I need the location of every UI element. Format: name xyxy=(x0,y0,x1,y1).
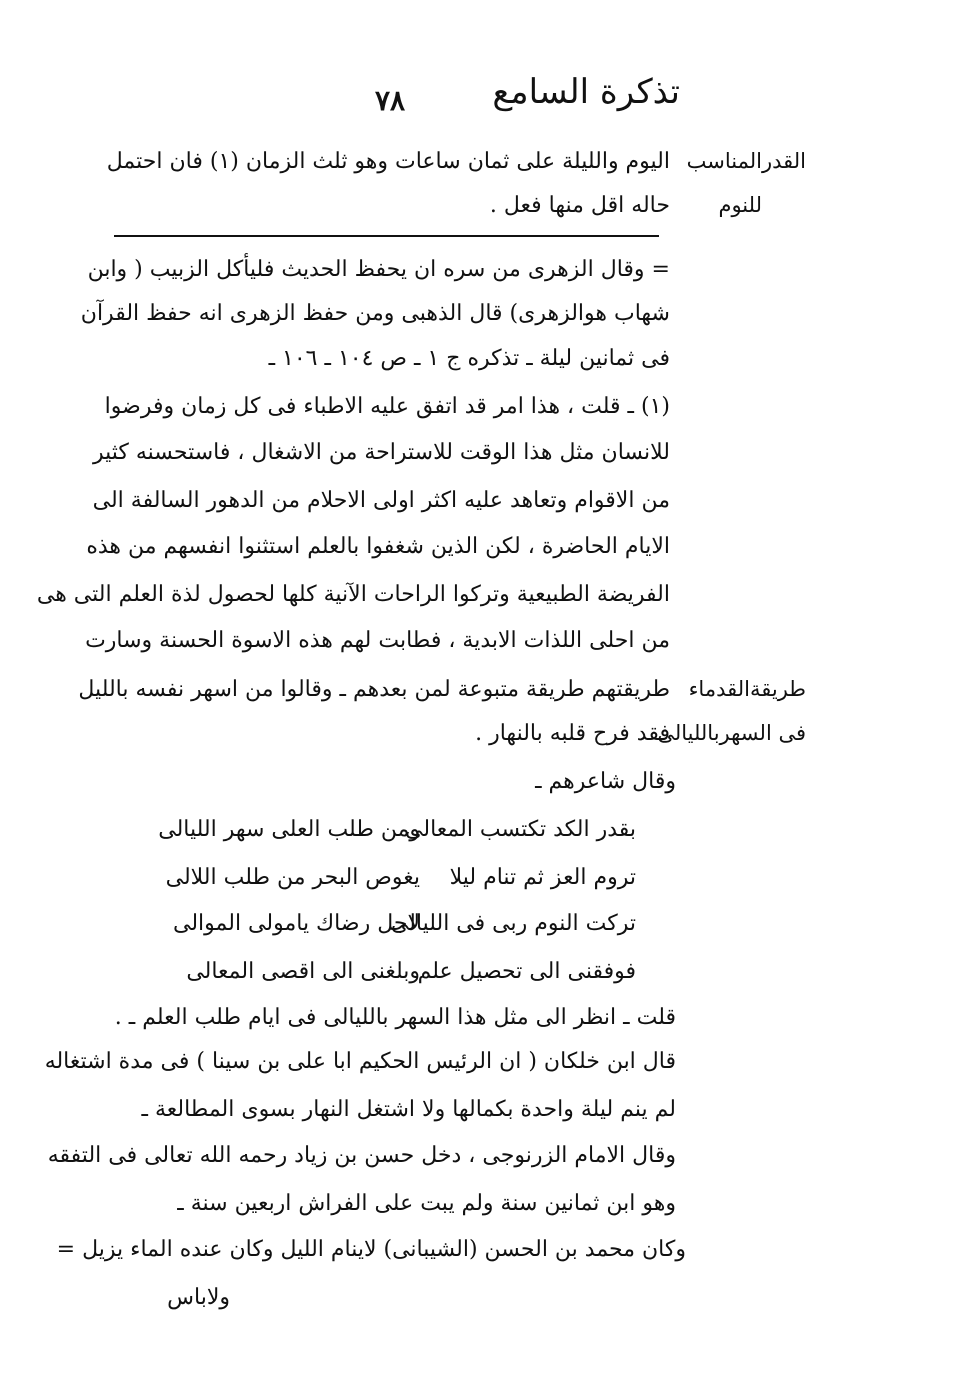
poet-intro: وقال شاعرهم ـ xyxy=(535,769,676,794)
footnote-line: من الاقوام وتعاهد عليه اكثر اولى الاحلام من الدهور السالفة الى xyxy=(92,488,670,513)
footnote-line: للانسان مثل هذا الوقت للاستراحة من الاشغال ، فاستحسنه كثير xyxy=(92,440,670,465)
body-line: وكان محمد بن الحسن (الشيبانى) لاينام الليل وكان عنده الماء يزيل = xyxy=(56,1237,686,1262)
verse-right: فوفقنى الى تحصيل علم xyxy=(417,959,636,984)
margin-note-line: القدرالمناسب xyxy=(686,149,806,173)
footnote-line: = وقال الزهرى من سره ان يحفظ الحديث فليأكل الزبيب ( وابن xyxy=(87,257,670,282)
page-number: ٧٨ xyxy=(374,84,406,117)
footnote-line: شهاب هوالزهرى) قال الذهبى ومن حفظ الزهرى انه حفظ القرآن xyxy=(80,301,670,326)
verse-right: تركت النوم ربى فى الليالى xyxy=(390,911,636,936)
verse-right: تروم العز ثم تنام ليلا xyxy=(449,865,636,890)
margin-note-line: للنوم xyxy=(718,193,762,217)
verse-left: لاجل رضاك يامولى الموالى xyxy=(173,911,420,936)
body-line: قلت ـ انظر الى مثل هذا السهر بالليالى فى ايام طلب العلم ـ . xyxy=(114,1005,676,1030)
verse-left: ومن طلب العلى سهر الليالى xyxy=(158,817,420,842)
margin-note-line: فى السهربالليالى xyxy=(657,721,806,745)
footnote-line: من احلى اللذات الابدية ، فطابت لهم هذه الاسوة الحسنة وسارت xyxy=(85,628,670,653)
footnote-line: فقد فرح قلبه بالنهار . xyxy=(475,721,670,746)
margin-note-line: طريقةالقدماء xyxy=(688,677,806,701)
body-line: وهو ابن ثمانين سنة ولم يبت على الفراش اربعين سنة ـ xyxy=(177,1191,676,1216)
running-title: تذكرة السامع xyxy=(492,72,680,112)
body-line: اليوم والليلة على ثمان ساعات وهو ثلث الزمان (١) فان احتمل xyxy=(106,149,670,174)
footnote-line: الايام الحاضرة ، لكن الذين شغفوا بالعلم استثنوا انفسهم من هذه xyxy=(86,534,670,559)
verse-left: يغوص البحر من طلب اللالى xyxy=(165,865,420,890)
catchword: ولاباس xyxy=(167,1285,230,1310)
body-line: وقال الامام الزرنوجى ، دخل حسن بن زياد رحمه الله تعالى فى التفقه xyxy=(47,1143,676,1168)
body-line: حاله اقل منها فعل . xyxy=(489,193,670,218)
footnote-line: الفريضة الطبيعية وتركوا الراحات الآنية كلها لحصول لذة العلم التى هى xyxy=(36,582,670,607)
footnote-line: فى ثمانين ليلة ـ تذكره ج ١ ـ ص ١٠٤ ـ ١٠٦ ـ xyxy=(268,346,670,371)
body-line: قال ابن خلكان ( ان الرئيس الحكيم ابا على بن سينا ) فى مدة اشتغاله xyxy=(44,1049,676,1074)
footnote-line: طريقتهم طريقة متبوعة لمن بعدهم ـ وقالوا من اسهر نفسه بالليل xyxy=(78,677,670,702)
body-line: لم ينم ليلة واحدة بكمالها ولا اشتغل النهار بسوى المطالعة ـ xyxy=(141,1097,676,1122)
verse-right: بقدر الكد تكتسب المعالى xyxy=(405,817,636,842)
footnote-line: (١) ـ قلت ، هذا امر قد اتفق عليه الاطباء فى كل زمان وفرضوا xyxy=(104,394,670,419)
verse-left: وبلغنى الى اقصى المعالى xyxy=(186,959,420,984)
footnote-divider xyxy=(114,235,659,237)
